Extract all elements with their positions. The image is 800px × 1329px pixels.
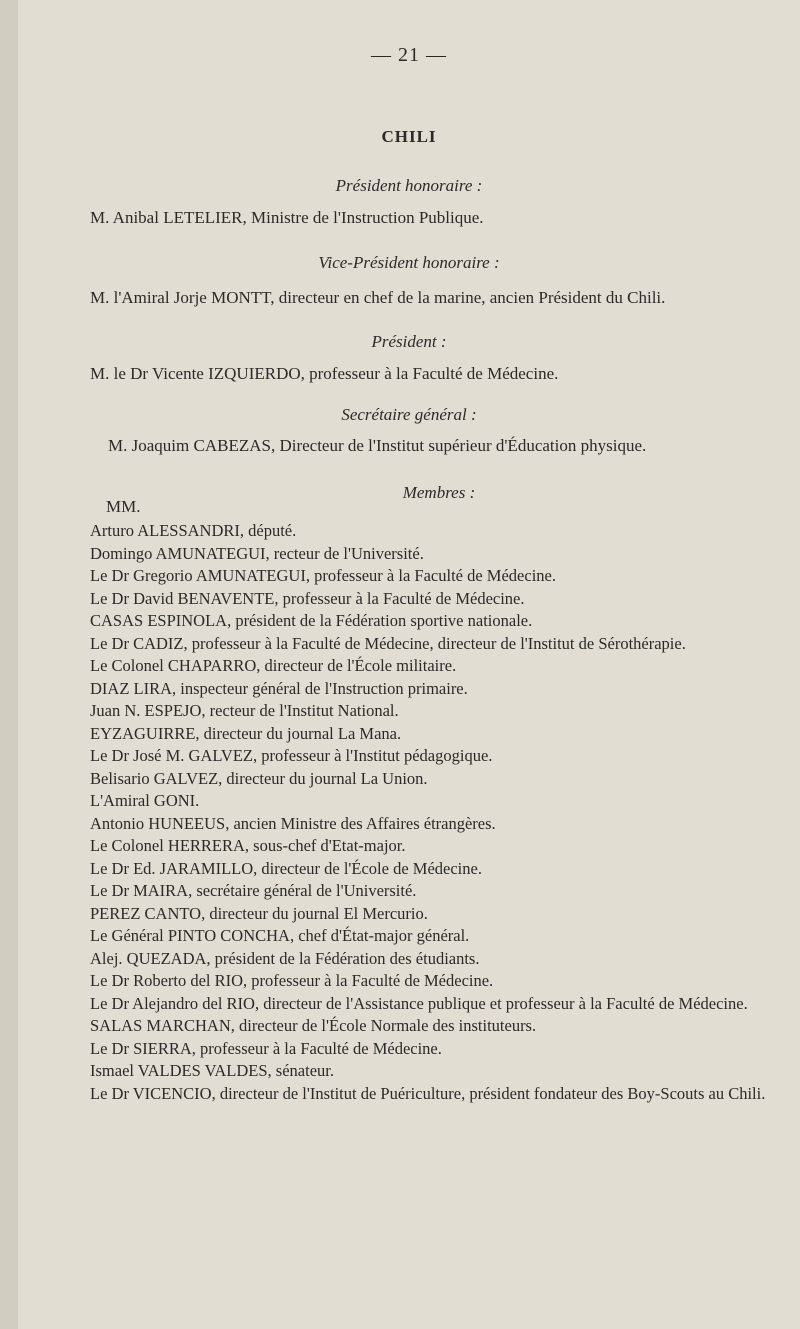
president-entry (90, 364, 774, 384)
honorary-vice-president-text: MONTT, directeur en chef de la marine, ancien Président du Chili. (211, 288, 666, 307)
member-entry: Le Dr SIERRA, professeur à la Faculté de Médecine. (90, 1038, 442, 1058)
member-entry: Ismael VALDES VALDES, sénateur. (90, 1061, 334, 1080)
honorary-vice-president-prefix: M. l'Amiral Jorje (90, 288, 207, 307)
president-text: IZQUIERDO, professeur à la Faculté de Médecine. (208, 364, 559, 383)
member-entry: DIAZ LIRA, inspecteur général de l'Instruction primaire. (90, 678, 468, 698)
member-entry: CASAS ESPINOLA, président de la Fédération sportive nationale. (90, 611, 533, 630)
president-heading: Président : (371, 332, 447, 351)
secretary-general-text: CABEZAS, Directeur de l'Institut supérieur d'Éducation physique. (193, 436, 647, 455)
honorary-president-prefix: M. Anibal (90, 208, 159, 227)
secretary-general-prefix: M. Joaquim (108, 436, 190, 455)
member-entry: Alej. QUEZADA, président de la Fédération des étudiants. (90, 948, 480, 968)
secretary-general-entry (108, 436, 774, 456)
members-salutation: MM. (106, 497, 141, 516)
honorary-vice-president-entry (90, 286, 774, 309)
member-entry: Le Colonel CHAPARRO, directeur de l'École militaire. (90, 656, 457, 675)
member-entry: Le Dr MAIRA, secrétaire général de l'Université. (90, 881, 417, 900)
page-number: — 21 — (371, 44, 447, 66)
member-entry: SALAS MARCHAN, directeur de l'École Normale des instituteurs. (90, 1016, 537, 1035)
member-entry: Le Colonel HERRERA, sous-chef d'Etat-major. (90, 836, 406, 855)
member-entry: L'Amiral GONI. (90, 791, 200, 810)
member-entry: Arturo ALESSANDRI, député. (90, 521, 297, 540)
member-entry: Le Dr Alejandro del RIO, directeur de l'Assistance publique et professeur à la Faculté de Médecine. (90, 993, 748, 1013)
member-entry: Le Dr David BENAVENTE, professeur à la Faculté de Médecine. (90, 588, 525, 608)
member-entry: Le Général PINTO CONCHA, chef d'État-major général. (90, 926, 470, 945)
members-list (90, 520, 774, 1105)
member-entry: Domingo AMUNATEGUI, recteur de l'Université. (90, 543, 424, 563)
member-entry: Le Dr Ed. JARAMILLO, directeur de l'École de Médecine. (90, 858, 482, 878)
member-entry: Le Dr CADIZ, professeur à la Faculté de Médecine, directeur de l'Institut de Sérothérapie. (90, 633, 686, 653)
members-heading: Membres : (402, 483, 476, 502)
member-entry: Le Dr Roberto del RIO, professeur à la Faculté de Médecine. (90, 971, 494, 990)
member-entry: Le Dr Gregorio AMUNATEGUI, professeur à la Faculté de Médecine. (90, 566, 556, 585)
member-entry: Belisario GALVEZ, directeur du journal La Union. (90, 768, 428, 788)
country-heading: CHILI (381, 127, 437, 146)
honorary-president-entry (90, 208, 774, 228)
member-entry: EYZAGUIRRE, directeur du journal La Mana. (90, 723, 402, 743)
member-entry: Antonio HUNEEUS, ancien Ministre des Affaires étrangères. (90, 813, 496, 833)
member-entry: Le Dr VICENCIO, directeur de l'Institut de Puériculture, président fondateur des Boy-Scouts au Chili. (90, 1083, 766, 1103)
honorary-president-heading: Président honoraire : (335, 176, 483, 195)
honorary-vice-president-heading: Vice-Président honoraire : (318, 253, 500, 272)
member-entry: Juan N. ESPEJO, recteur de l'Institut National. (90, 701, 399, 720)
member-entry: Le Dr José M. GALVEZ, professeur à l'Institut pédagogique. (90, 746, 493, 765)
member-entry: PEREZ CANTO, directeur du journal El Mercurio. (90, 903, 428, 923)
secretary-general-heading: Secrétaire général : (341, 405, 477, 424)
president-prefix: M. le Dr Vicente (90, 364, 204, 383)
honorary-president-text: LETELIER, Ministre de l'Instruction Publique. (163, 208, 484, 227)
